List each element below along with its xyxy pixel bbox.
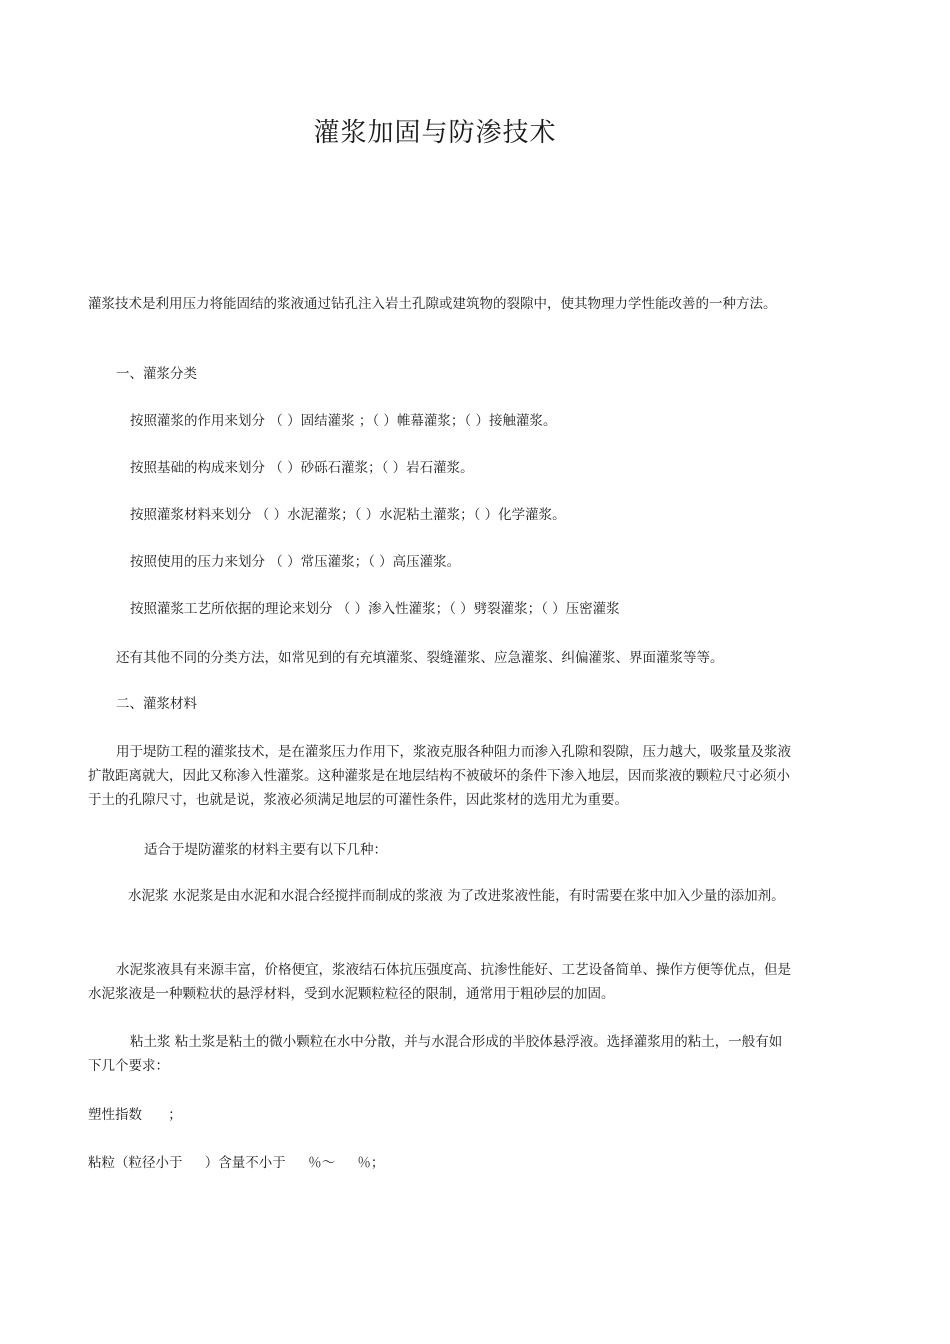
other-classification-paragraph: 还有其他不同的分类方法，如常见到的有充填灌浆、裂缝灌浆、应急灌浆、纠偏灌浆、界面灌浆等等。: [116, 650, 724, 666]
section-heading-materials: 二、灌浆材料: [116, 696, 197, 712]
materials-list-intro: 适合于堤防灌浆的材料主要有以下几种：: [144, 842, 387, 858]
classification-by-material: 按照灌浆材料来划分 （ ）水泥灌浆；（ ）水泥粘土灌浆；（ ）化学灌浆。: [130, 507, 566, 523]
cement-slurry-properties-paragraph: 水泥浆液具有来源丰富，价格便宜，浆液结石体抗压强度高、抗渗性能好、工艺设备简单、操作方便等优点，但是水泥浆液是一种颗粒状的悬浮材料，受到水泥颗粒粒径的限制，通常用于粗砂层的加固。: [88, 962, 791, 1002]
classification-by-function: 按照灌浆的作用来划分 （ ）固结灌浆 ；（ ）帷幕灌浆；（ ）接触灌浆。: [130, 413, 557, 429]
clay-slurry-paragraph: 粘土浆 粘土浆是粘土的微小颗粒在水中分散，并与水混合形成的半胶体悬浮液。选择灌浆用的粘土，一般有如下几个要求：: [88, 1034, 783, 1074]
intro-paragraph: 灌浆技术是利用压力将能固结的浆液通过钻孔注入岩土孔隙或建筑物的裂隙中，使其物理力学性能改善的一种方法。: [88, 296, 777, 312]
classification-by-foundation: 按照基础的构成来划分 （ ）砂砾石灌浆；（ ）岩石灌浆。: [130, 460, 474, 476]
materials-paragraph: 用于堤防工程的灌浆技术，是在灌浆压力作用下，浆液克服各种阻力而渗入孔隙和裂隙，压力越大，吸浆量及浆液扩散距离就大，因此又称渗入性灌浆。这种灌浆是在地层结构不被破坏的条件下渗入地层，因而浆液的颗粒尺寸必须小于土的孔隙尺寸，也就是说，浆液必须满足地层的可灌性条件，因此浆材的选用尤为重要。: [88, 744, 791, 808]
cement-slurry-paragraph: 水泥浆 水泥浆是由水泥和水混合经搅拌而制成的浆液 为了改进浆液性能，有时需要在浆中加入少量的添加剂。: [128, 888, 785, 904]
document-title: 灌浆加固与防渗技术: [313, 118, 557, 148]
plasticity-index-line: 塑性指数 ；: [88, 1107, 182, 1123]
classification-by-pressure: 按照使用的压力来划分 （ ）常压灌浆；（ ）高压灌浆。: [130, 554, 461, 570]
classification-by-theory: 按照灌浆工艺所依据的理论来划分 （ ）渗入性灌浆；（ ）劈裂灌浆；（ ）压密灌浆: [130, 601, 620, 617]
section-heading-classification: 一、灌浆分类: [116, 366, 197, 382]
clay-particle-content-line: 粘粒（粒径小于 ）含量不小于 ％～ ％；: [88, 1155, 385, 1171]
